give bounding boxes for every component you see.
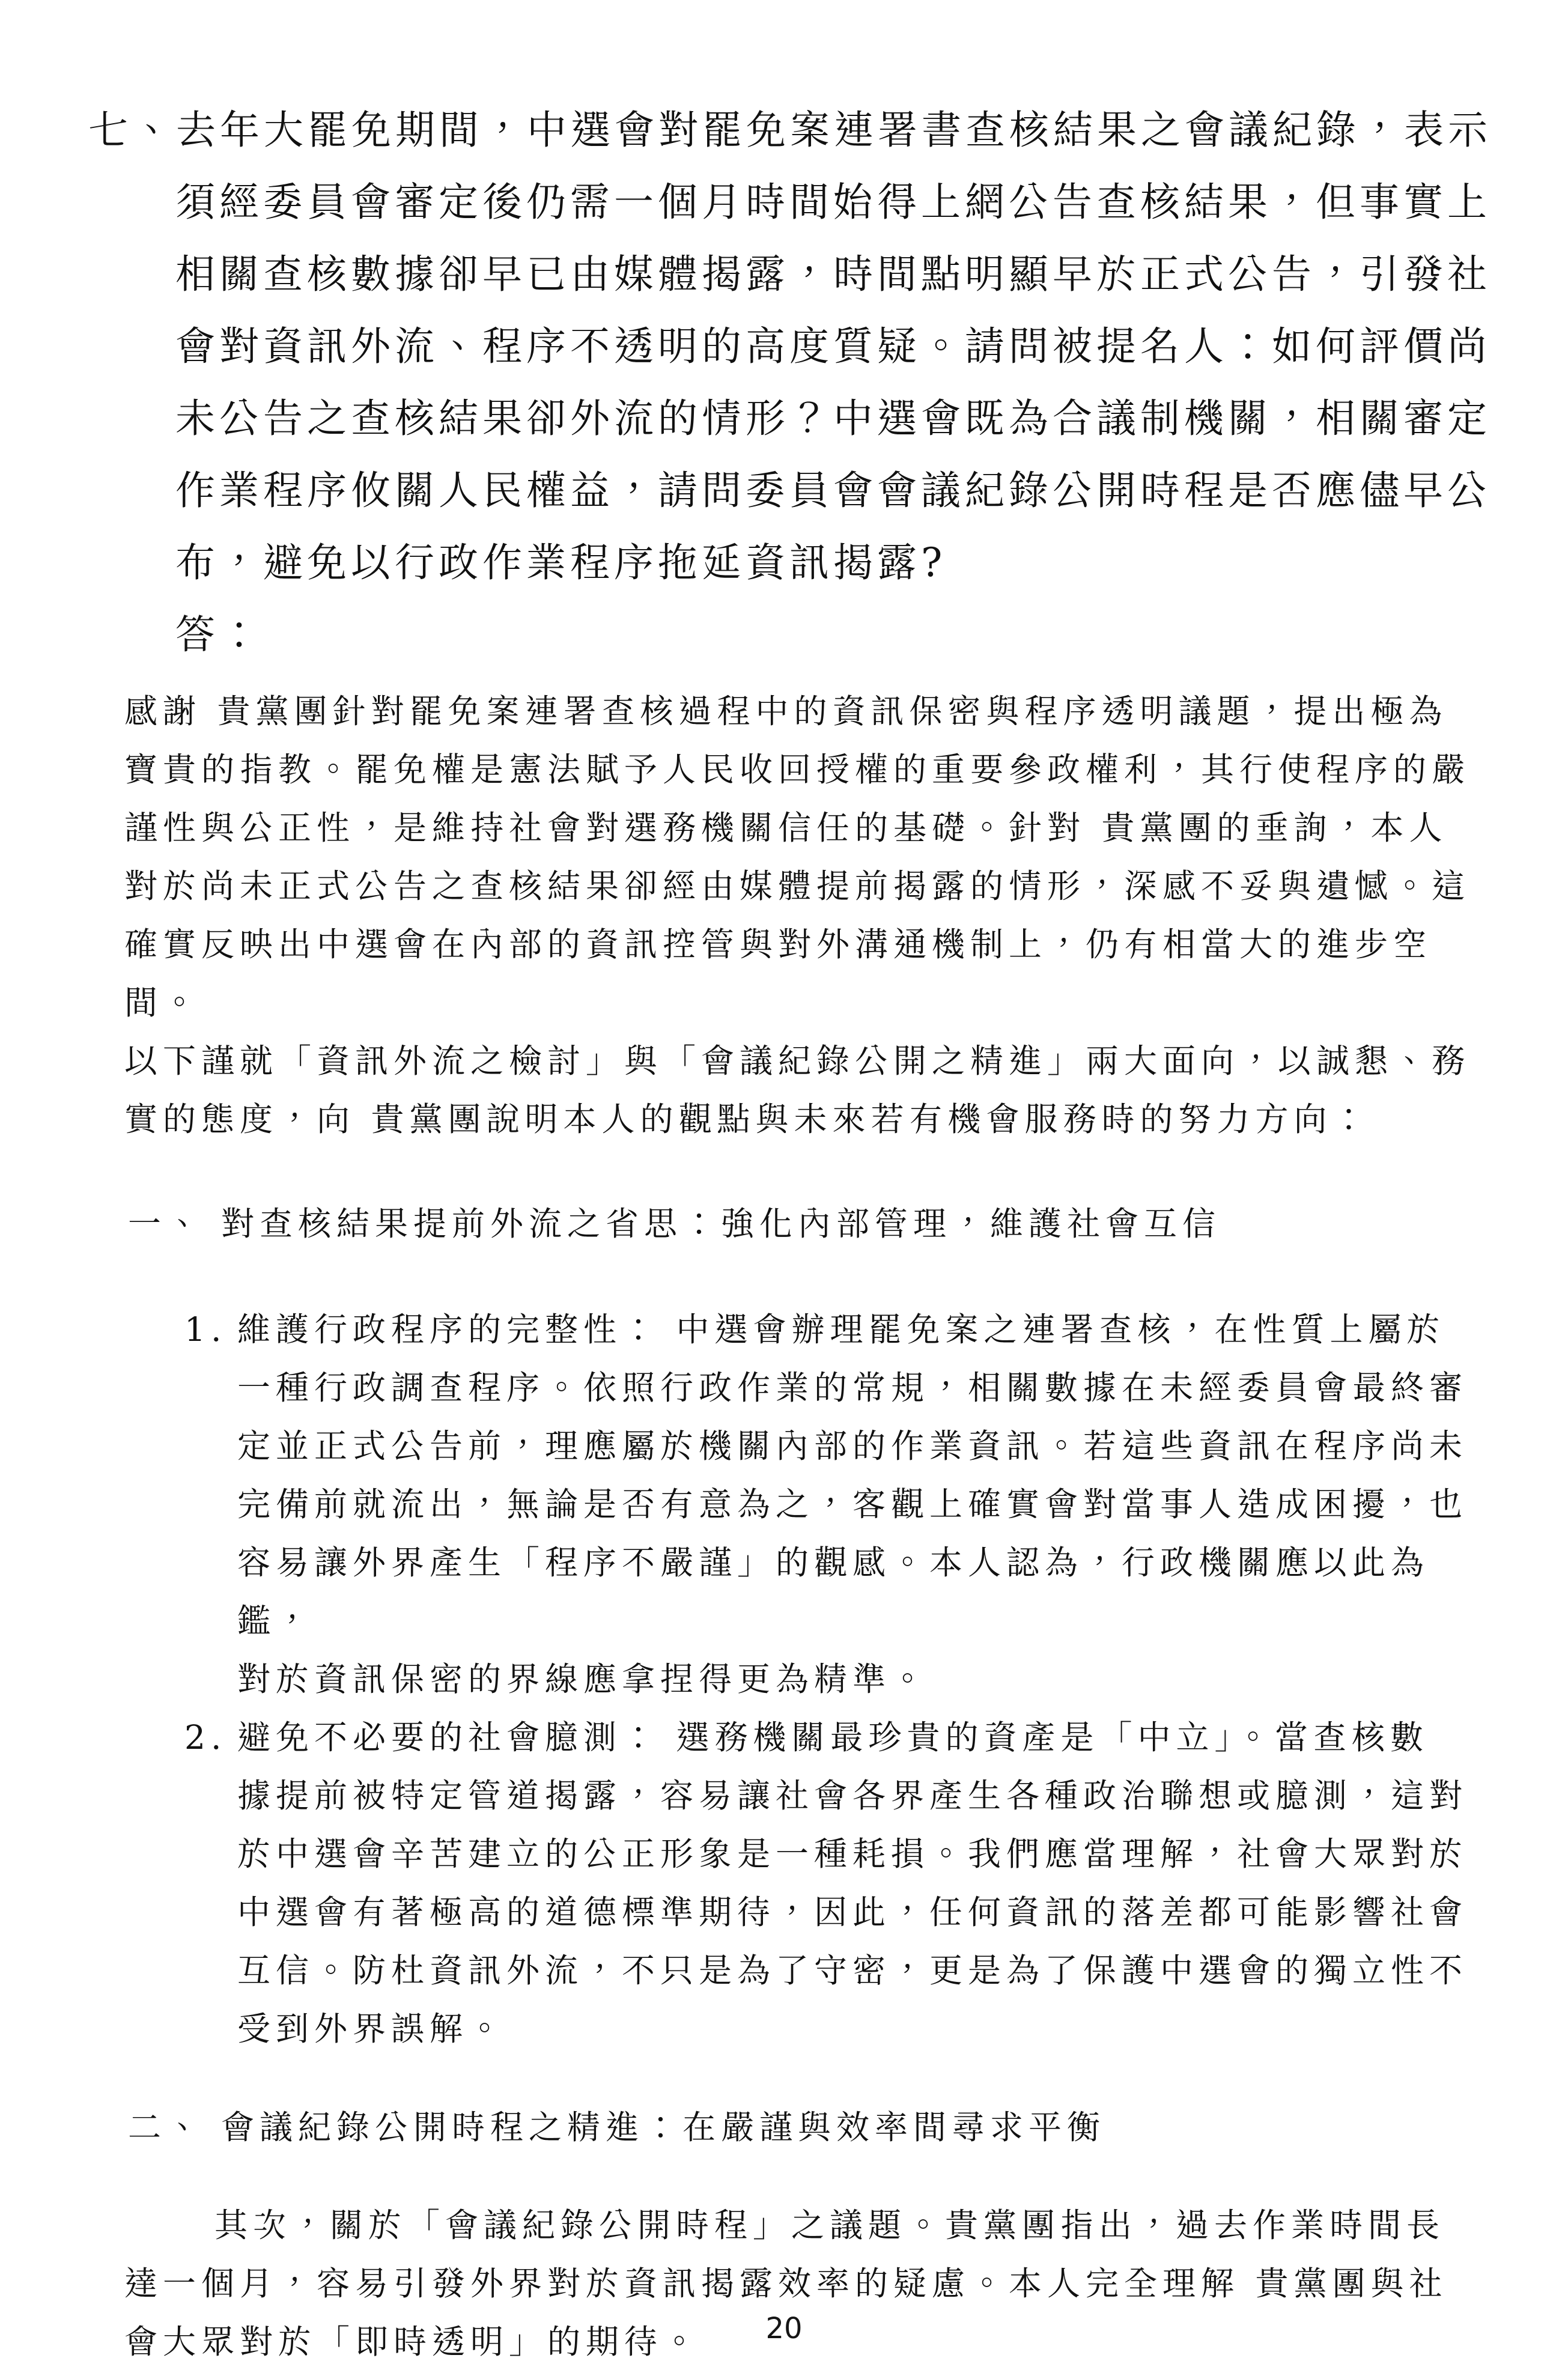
question-line: 未公告之查核結果卻外流的情形？中選會既為合議制機關，相關審定 xyxy=(175,395,1491,442)
list-item-line: 避免不必要的社會臆測： 選務機關最珍貴的資產是「中立」。當查核數 xyxy=(237,1718,1429,1757)
list-item-1-body xyxy=(237,1301,1482,1709)
answer-paragraph-1 xyxy=(124,682,1482,1149)
paragraph-line: 以下謹就「資訊外流之檢討」與「會議紀錄公開之精進」兩大面向，以誠懇、務 xyxy=(124,1042,1471,1080)
paragraph-line: 寶貴的指教。罷免權是憲法賦予人民收回授權的重要參政權利，其行使程序的嚴 xyxy=(124,750,1471,789)
list-item-line: 容易讓外界產生「程序不嚴謹」的觀感。本人認為，行政機關應以此為鑑， xyxy=(237,1543,1430,1640)
section-1-title: 對查核結果提前外流之省思：強化內部管理，維護社會互信 xyxy=(221,1205,1221,1243)
answer-label: 答： xyxy=(175,612,263,658)
list-item-line: 對於資訊保密的界線應拿捏得更為精準。 xyxy=(237,1660,930,1698)
paragraph-line: 達一個月，容易引發外界對於資訊揭露效率的疑慮。本人完全理解 貴黨團與社 xyxy=(124,2264,1448,2303)
list-item-line: 於中選會辛苦建立的公正形象是一種耗損。我們應當理解，社會大眾對於 xyxy=(237,1835,1468,1873)
list-item-line: 一種行政調查程序。依照行政作業的常規，相關數據在未經委員會最終審 xyxy=(237,1369,1468,1407)
list-item-line: 受到外界誤解。 xyxy=(237,2010,507,2048)
list-item-line: 據提前被特定管道揭露，容易讓社會各界產生各種政治聯想或臆測，這對 xyxy=(237,1776,1468,1815)
question-line-text: 去年大罷免期間，中選會對罷免案連署書查核結果之會議紀錄，表示 xyxy=(176,107,1492,153)
section-2-heading xyxy=(128,2098,1482,2157)
paragraph-line: 確實反映出中選會在內部的資訊控管與對外溝通機制上，仍有相當大的進步空間。 xyxy=(124,925,1432,1022)
section-2-number: 二、 xyxy=(128,2108,205,2147)
list-item-line: 定並正式公告前，理應屬於機關內部的作業資訊。若這些資訊在程序尚未 xyxy=(237,1427,1468,1465)
list-item-line: 維護行政程序的完整性： 中選會辦理罷免案之連署查核，在性質上屬於 xyxy=(237,1310,1445,1349)
paragraph-line: 會大眾對於「即時透明」的期待。 xyxy=(124,2323,702,2361)
list-item-2-body xyxy=(237,1709,1482,2058)
list-item-line: 完備前就流出，無論是否有意為之，客觀上確實會對當事人造成困擾，也 xyxy=(237,1485,1468,1524)
paragraph-line: 謹性與公正性，是維持社會對選務機關信任的基礎。針對 貴黨團的垂詢，本人 xyxy=(124,809,1448,847)
question-line: 作業程序攸關人民權益，請問委員會會議紀錄公開時程是否應儘早公 xyxy=(175,467,1491,514)
list-item-2 xyxy=(124,1709,1482,2058)
question-line: 會對資訊外流、程序不透明的高度質疑。請問被提名人：如何評價尚 xyxy=(175,323,1491,369)
question-section xyxy=(88,94,1494,671)
list-item-1 xyxy=(124,1301,1482,1709)
page-number: 20 xyxy=(765,2312,803,2345)
paragraph-line: 其次，關於「會議紀錄公開時程」之議題。貴黨團指出，過去作業時間長 xyxy=(214,2206,1445,2244)
question-line: 相關查核數據卻早已由媒體揭露，時間點明顯早於正式公告，引發社 xyxy=(175,251,1491,297)
paragraph-line: 感謝 貴黨團針對罷免案連署查核過程中的資訊保密與程序透明議題，提出極為 xyxy=(124,692,1448,731)
paragraph-line: 實的態度，向 貴黨團說明本人的觀點與未來若有機會服務時的努力方向： xyxy=(124,1100,1371,1138)
section-1-number: 一、 xyxy=(128,1205,205,1243)
list-item-line: 中選會有著極高的道德標準期待，因此，任何資訊的落差都可能影響社會 xyxy=(237,1893,1468,1931)
section-2-title: 會議紀錄公開時程之精進：在嚴謹與效率間尋求平衡 xyxy=(221,2108,1106,2147)
list-item-2-number: 2. xyxy=(184,1718,227,1757)
question-item-number: 七、 xyxy=(88,107,176,153)
question-line: 布，避免以行政作業程序拖延資訊揭露? xyxy=(175,539,947,586)
list-item-line: 互信。防杜資訊外流，不只是為了守密，更是為了保護中選會的獨立性不 xyxy=(237,1951,1468,1990)
list-item-1-number: 1. xyxy=(184,1310,227,1349)
section-1-heading xyxy=(128,1195,1482,1253)
question-line xyxy=(88,94,1494,166)
question-line: 須經委員會審定後仍需一個月時間始得上網公告查核結果，但事實上 xyxy=(175,179,1491,225)
paragraph-line: 對於尚未正式公告之查核結果卻經由媒體提前揭露的情形，深感不妥與遺憾。這 xyxy=(124,867,1471,905)
answer-section xyxy=(124,682,1482,2361)
